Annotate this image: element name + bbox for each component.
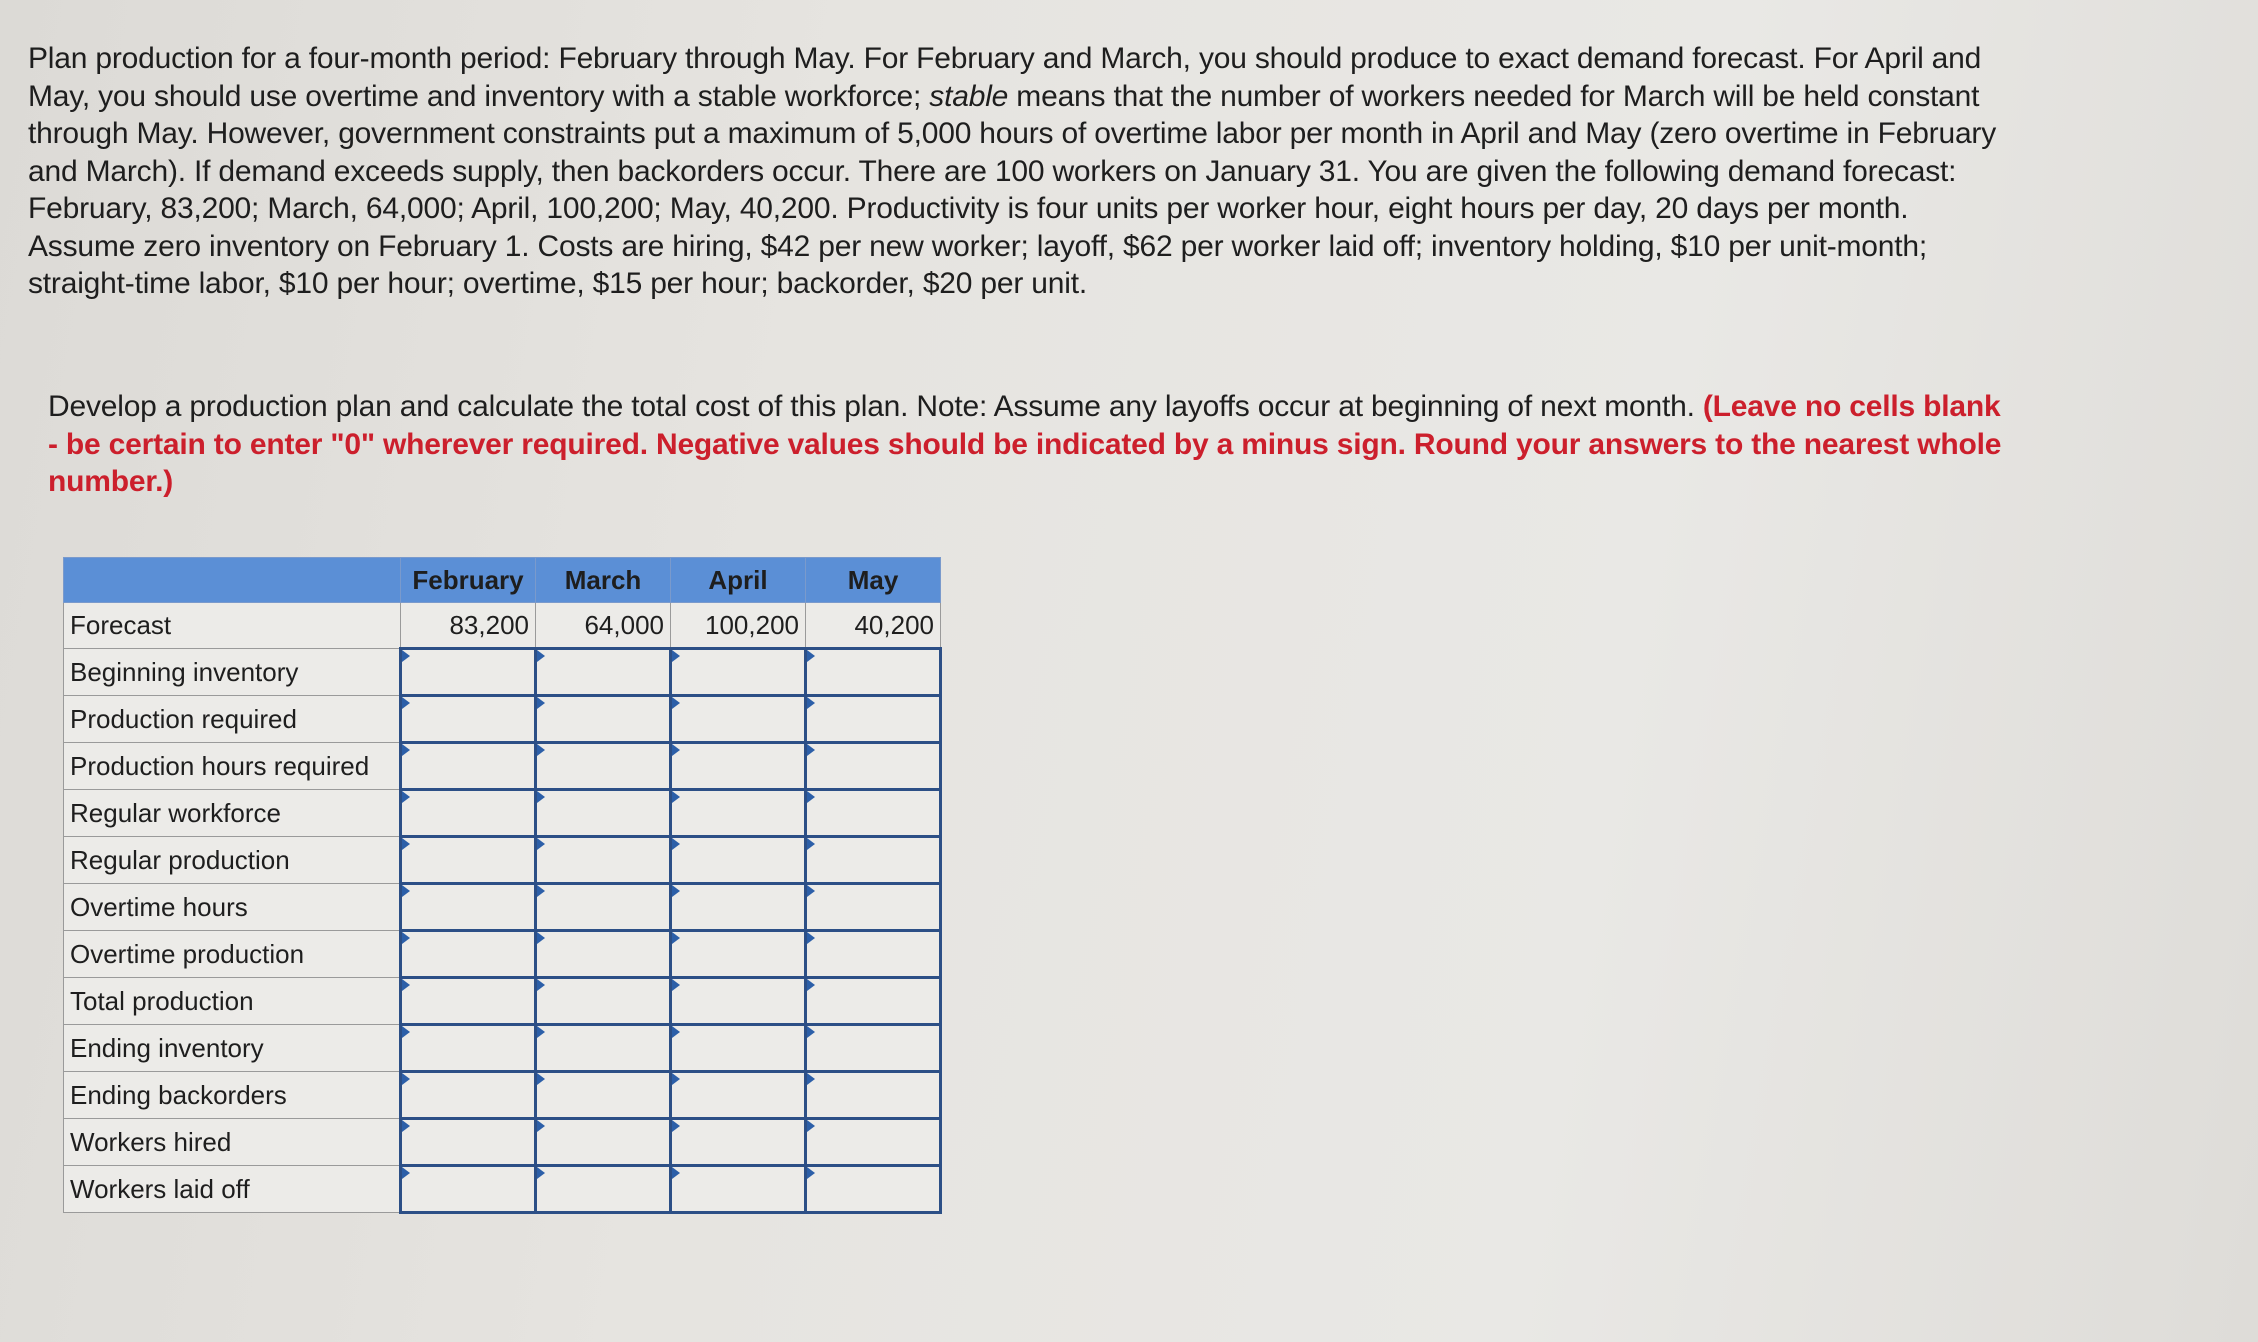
cell-marker-icon [807, 979, 815, 991]
answer-input[interactable] [672, 1167, 804, 1211]
table-row [64, 649, 941, 696]
cell-march [536, 1025, 671, 1072]
cell-marker-icon [807, 885, 815, 897]
cell-february [401, 931, 536, 978]
cell-march [536, 649, 671, 696]
cell-marker-icon [402, 744, 410, 756]
cell-marker-icon [672, 650, 680, 662]
answer-input[interactable] [672, 1073, 804, 1117]
cell-march [536, 743, 671, 790]
cell-marker-icon [672, 885, 680, 897]
cell-february [401, 743, 536, 790]
answer-input[interactable] [537, 979, 669, 1023]
row-label: Ending inventory [64, 1025, 401, 1072]
cell-march [536, 884, 671, 931]
cell-marker-icon [807, 1120, 815, 1132]
answer-input[interactable] [402, 1073, 534, 1117]
row-label: Overtime hours [64, 884, 401, 931]
cell-march [536, 1072, 671, 1119]
answer-input[interactable] [537, 885, 669, 929]
table-row [64, 1072, 941, 1119]
cell-april [671, 1072, 806, 1119]
answer-input[interactable] [402, 697, 534, 741]
cell-may [806, 696, 941, 743]
problem-text-2: means that the number of workers needed for March will be held constant through May. However, government constraints put a maximum of 5,000 hours of overtime labor per month in April and May (zero overtime in February and March). If demand exceeds supply, then backorders occur. There are 100 workers on January 31. You are given the following demand forecast: February, 83,200; March, 64,000; April, 100,200; May, 40,200. Productivity is four units per worker hour, eight hours per day, 20 days per month. Assume zero inventory on February 1. Costs are hiring, $42 per new worker; layoff, $62 per worker laid off; inventory holding, $10 per unit-month; straight-time labor, $10 per hour; overtime, $15 per hour; backorder, $20 per unit. [28, 79, 1997, 300]
cell-february [401, 696, 536, 743]
cell-marker-icon [807, 1073, 815, 1085]
header-blank [64, 558, 401, 603]
row-label: Production required [64, 696, 401, 743]
answer-input[interactable] [672, 650, 804, 694]
instructions [48, 388, 2008, 501]
cell-marker-icon [537, 744, 545, 756]
table-row [64, 696, 941, 743]
table-row [64, 837, 941, 884]
answer-input[interactable] [672, 885, 804, 929]
cell-march [536, 931, 671, 978]
answer-input[interactable] [402, 885, 534, 929]
answer-input[interactable] [537, 744, 669, 788]
cell-marker-icon [807, 697, 815, 709]
cell-april [671, 1025, 806, 1072]
cell-marker-icon [402, 1026, 410, 1038]
cell-marker-icon [537, 932, 545, 944]
answer-input[interactable] [402, 744, 534, 788]
table-row [64, 1025, 941, 1072]
cell-february [401, 1072, 536, 1119]
cell-may [806, 931, 941, 978]
cell-february [401, 884, 536, 931]
answer-input[interactable] [402, 1026, 534, 1070]
cell-marker-icon [537, 885, 545, 897]
answer-input[interactable] [537, 697, 669, 741]
answer-input[interactable] [402, 650, 534, 694]
cell-marker-icon [672, 838, 680, 850]
answer-input[interactable] [537, 1073, 669, 1117]
cell-marker-icon [402, 932, 410, 944]
cell-marker-icon [672, 1026, 680, 1038]
cell-march [536, 1166, 671, 1213]
cell-marker-icon [402, 1073, 410, 1085]
cell-marker-icon [537, 1167, 545, 1179]
header-february: February [401, 558, 536, 603]
cell-may [806, 1025, 941, 1072]
answer-input[interactable] [402, 838, 534, 882]
cell-marker-icon [672, 1167, 680, 1179]
cell-may [806, 649, 941, 696]
header-april: April [671, 558, 806, 603]
table-row [64, 790, 941, 837]
forecast-february: 83,200 [401, 603, 536, 649]
cell-may [806, 837, 941, 884]
cell-february [401, 790, 536, 837]
cell-may [806, 1072, 941, 1119]
cell-marker-icon [807, 838, 815, 850]
cell-february [401, 649, 536, 696]
problem-text: Plan production for a four-month period: February through May. For February and March, you should produce to exact demand forecast. For April and May, you should use overtime and inventory with a stable workforce; [28, 42, 1982, 113]
answer-input[interactable] [537, 838, 669, 882]
cell-marker-icon [672, 791, 680, 803]
answer-input[interactable] [537, 650, 669, 694]
cell-marker-icon [537, 979, 545, 991]
cell-march [536, 790, 671, 837]
cell-april [671, 649, 806, 696]
cell-marker-icon [402, 697, 410, 709]
cell-march [536, 1119, 671, 1166]
cell-marker-icon [402, 1120, 410, 1132]
cell-marker-icon [537, 838, 545, 850]
cell-february [401, 1166, 536, 1213]
row-label: Forecast [64, 603, 401, 649]
cell-marker-icon [807, 650, 815, 662]
answer-input[interactable] [537, 932, 669, 976]
row-label: Workers hired [64, 1119, 401, 1166]
answer-input[interactable] [537, 791, 669, 835]
row-label: Production hours required [64, 743, 401, 790]
cell-april [671, 884, 806, 931]
cell-march [536, 978, 671, 1025]
answer-input[interactable] [807, 1120, 939, 1164]
cell-marker-icon [672, 697, 680, 709]
answer-input[interactable] [807, 838, 939, 882]
production-plan-table [63, 557, 942, 1214]
answer-input[interactable] [807, 979, 939, 1023]
problem-statement [28, 40, 2008, 303]
cell-may [806, 1166, 941, 1213]
row-label: Regular workforce [64, 790, 401, 837]
cell-april [671, 837, 806, 884]
cell-february [401, 1025, 536, 1072]
cell-marker-icon [672, 979, 680, 991]
answer-input[interactable] [672, 1120, 804, 1164]
cell-may [806, 743, 941, 790]
cell-marker-icon [402, 979, 410, 991]
row-label: Beginning inventory [64, 649, 401, 696]
cell-may [806, 884, 941, 931]
answer-input[interactable] [672, 1026, 804, 1070]
row-label: Regular production [64, 837, 401, 884]
forecast-march: 64,000 [536, 603, 671, 649]
cell-april [671, 790, 806, 837]
answer-input[interactable] [402, 791, 534, 835]
cell-marker-icon [537, 1120, 545, 1132]
forecast-april: 100,200 [671, 603, 806, 649]
problem-italic: stable [929, 79, 1009, 113]
cell-april [671, 696, 806, 743]
cell-marker-icon [807, 1167, 815, 1179]
answer-input[interactable] [672, 979, 804, 1023]
cell-april [671, 978, 806, 1025]
answer-input[interactable] [807, 744, 939, 788]
row-label: Overtime production [64, 931, 401, 978]
answer-input[interactable] [672, 838, 804, 882]
cell-marker-icon [402, 650, 410, 662]
cell-marker-icon [672, 1073, 680, 1085]
cell-april [671, 743, 806, 790]
cell-marker-icon [537, 650, 545, 662]
answer-input[interactable] [402, 979, 534, 1023]
answer-input[interactable] [537, 1167, 669, 1211]
cell-february [401, 1119, 536, 1166]
cell-marker-icon [807, 791, 815, 803]
cell-marker-icon [672, 744, 680, 756]
row-label: Workers laid off [64, 1166, 401, 1213]
answer-input[interactable] [672, 744, 804, 788]
instruction-text: Develop a production plan and calculate the total cost of this plan. Note: Assume any layoffs occur at beginning of next month. [48, 390, 1703, 423]
cell-february [401, 837, 536, 884]
cell-marker-icon [672, 932, 680, 944]
cell-april [671, 1166, 806, 1213]
answer-input[interactable] [807, 932, 939, 976]
cell-march [536, 837, 671, 884]
cell-marker-icon [807, 744, 815, 756]
answer-input[interactable] [807, 1167, 939, 1211]
answer-input[interactable] [672, 697, 804, 741]
answer-input[interactable] [807, 1026, 939, 1070]
table-row [64, 1166, 941, 1213]
header-row [64, 558, 941, 603]
table-row [64, 1119, 941, 1166]
cell-marker-icon [537, 1073, 545, 1085]
table-row [64, 743, 941, 790]
cell-may [806, 1119, 941, 1166]
cell-may [806, 790, 941, 837]
cell-marker-icon [402, 885, 410, 897]
answer-input[interactable] [402, 1167, 534, 1211]
forecast-may: 40,200 [806, 603, 941, 649]
cell-marker-icon [537, 791, 545, 803]
instruction-required-note: (Leave no cells blank - be certain to enter "0" wherever required. Negative values should be indicated by a minus sign. Round your answers to the nearest whole number.) [48, 390, 2002, 498]
row-label: Total production [64, 978, 401, 1025]
cell-marker-icon [402, 838, 410, 850]
answer-input[interactable] [537, 1120, 669, 1164]
forecast-row [64, 603, 941, 649]
answer-input[interactable] [807, 885, 939, 929]
row-label: Ending backorders [64, 1072, 401, 1119]
table-row [64, 884, 941, 931]
cell-marker-icon [402, 791, 410, 803]
cell-marker-icon [807, 1026, 815, 1038]
answer-input[interactable] [402, 1120, 534, 1164]
cell-marker-icon [402, 1167, 410, 1179]
answer-input[interactable] [807, 697, 939, 741]
answer-input[interactable] [537, 1026, 669, 1070]
answer-input[interactable] [672, 791, 804, 835]
answer-input[interactable] [672, 932, 804, 976]
answer-input[interactable] [807, 791, 939, 835]
cell-marker-icon [672, 1120, 680, 1132]
cell-marker-icon [807, 932, 815, 944]
cell-may [806, 978, 941, 1025]
cell-april [671, 931, 806, 978]
table-row [64, 931, 941, 978]
table-row [64, 978, 941, 1025]
header-march: March [536, 558, 671, 603]
answer-input[interactable] [807, 1073, 939, 1117]
cell-february [401, 978, 536, 1025]
cell-april [671, 1119, 806, 1166]
header-may: May [806, 558, 941, 603]
cell-march [536, 696, 671, 743]
cell-marker-icon [537, 697, 545, 709]
answer-input[interactable] [807, 650, 939, 694]
answer-input[interactable] [402, 932, 534, 976]
cell-marker-icon [537, 1026, 545, 1038]
